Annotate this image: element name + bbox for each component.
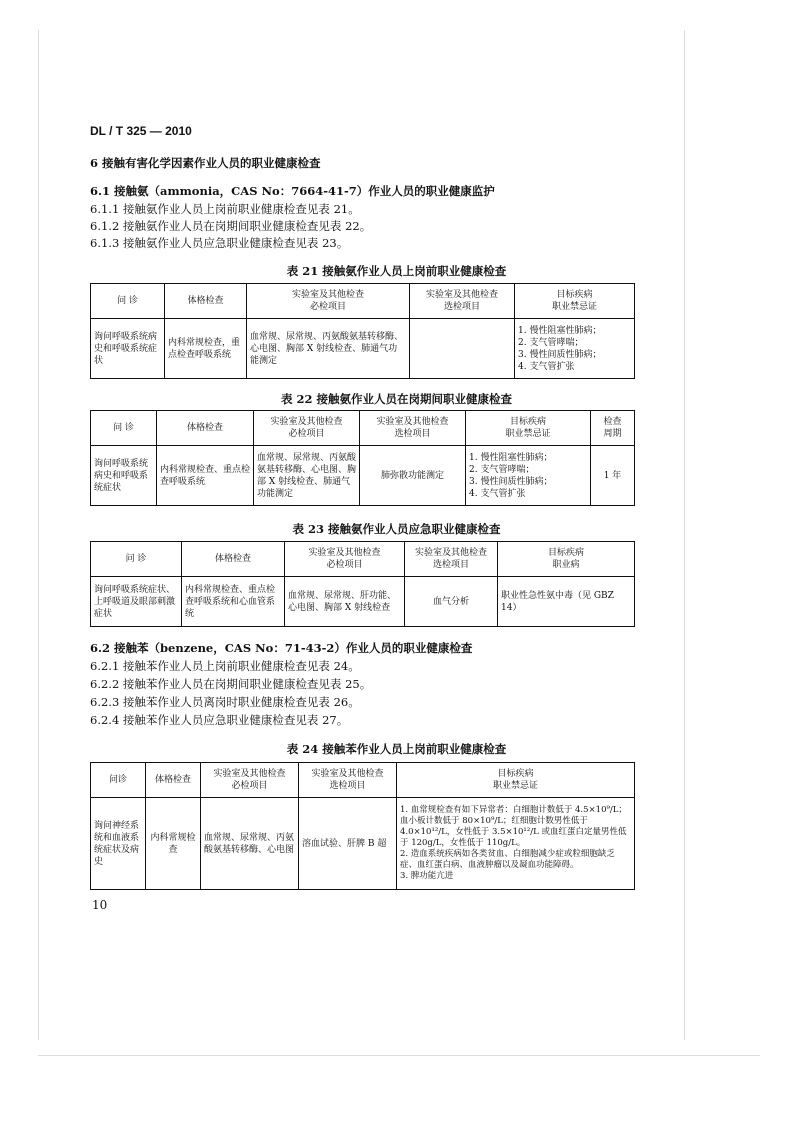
table-cell: 询问呼吸系统病史和呼吸系统症状 (91, 446, 157, 506)
table-cell: 肺弥散功能测定 (360, 446, 466, 506)
table-24 (90, 762, 635, 890)
table-row (91, 798, 635, 890)
section-6-1-1: 6.1.1 接触氨作业人员上岗前职业健康检查见表 21。 (90, 202, 360, 216)
header-cell: 体格检查 (157, 411, 254, 446)
header-cell: 目标疾病 职业禁忌证 (397, 763, 635, 798)
table-header-row (91, 284, 635, 319)
table-cell: 血常规、尿常规、丙氨酸氨基转移酶、心电图、胸部 X 射线检查、肺通气功能测定 (247, 319, 410, 379)
table-cell: 职业性急性氨中毒（见 GBZ 14） (498, 577, 635, 627)
section-6-1-3: 6.1.3 接触氨作业人员应急职业健康检查见表 23。 (90, 236, 349, 250)
table-21 (90, 283, 635, 379)
header-cell: 实验室及其他检查 必检项目 (201, 763, 299, 798)
header-cell: 问 诊 (91, 542, 182, 577)
table-cell: 1. 慢性阻塞性肺病； 2. 支气管哮喘； 3. 慢性间质性肺病； 4. 支气管扩张 (515, 319, 635, 379)
table-22-caption: 表 22 接触氨作业人员在岗期间职业健康检查 (280, 392, 512, 406)
table-24-caption: 表 24 接触苯作业人员上岗前职业健康检查 (286, 742, 507, 756)
section-6-2-3: 6.2.3 接触苯作业人员离岗时职业健康检查见表 26。 (90, 695, 360, 709)
table-cell: 血常规、尿常规、丙氨酸氨基转移酶、心电图、胸部 X 射线检查、肺通气功能测定 (254, 446, 360, 506)
table-cell: 血气分析 (405, 577, 498, 627)
header-cell: 实验室及其他检查 选检项目 (299, 763, 397, 798)
table-cell: 询问呼吸系统症状、上呼吸道及眼部刺激症状 (91, 577, 182, 627)
header-cell: 目标疾病 职业禁忌证 (515, 284, 635, 319)
section-6-2-4: 6.2.4 接触苯作业人员应急职业健康检查见表 27。 (90, 713, 349, 727)
header-cell: 实验室及其他检查 必检项目 (254, 411, 360, 446)
header-cell: 问诊 (91, 763, 146, 798)
table-row (91, 577, 635, 627)
section-6-1-2: 6.1.2 接触氨作业人员在岗期间职业健康检查见表 22。 (90, 219, 372, 233)
header-cell: 实验室及其他检查 选检项目 (360, 411, 466, 446)
table-cell: 溶血试验、肝脾 B 超 (299, 798, 397, 890)
section-6-2-heading: 6.2 接触苯（benzene，CAS No：71-43-2）作业人员的职业健康检查 (90, 641, 473, 655)
table-23 (90, 541, 635, 627)
section-6-1-heading: 6.1 接触氨（ammonia，CAS No：7664-41-7）作业人员的职业健康监护 (90, 184, 495, 198)
header-cell: 问 诊 (91, 411, 157, 446)
page-number: 10 (92, 898, 108, 912)
table-cell: 询问神经系统和血液系统症状及病史 (91, 798, 146, 890)
page-edge-bottom (38, 1055, 760, 1056)
table-cell: 血常规、尿常规、肝功能、心电图、胸部 X 射线检查 (285, 577, 405, 627)
table-cell: 询问呼吸系统病史和呼吸系统症状 (91, 319, 165, 379)
table-cell: 血常规、尿常规、丙氨酸氨基转移酶、心电图 (201, 798, 299, 890)
table-23-caption: 表 23 接触氨作业人员应急职业健康检查 (292, 522, 501, 536)
table-header-row (91, 542, 635, 577)
table-row (91, 319, 635, 379)
table-cell: 1 年 (591, 446, 635, 506)
header-cell: 目标疾病 职业禁忌证 (466, 411, 591, 446)
table-header-row (91, 411, 635, 446)
document-code: DL / T 325 — 2010 (90, 124, 192, 138)
section-6-2-2: 6.2.2 接触苯作业人员在岗期间职业健康检查见表 25。 (90, 677, 372, 691)
table-cell: 1. 慢性阻塞性肺病； 2. 支气管哮喘； 3. 慢性间质性肺病； 4. 支气管扩张 (466, 446, 591, 506)
header-cell: 体格检查 (182, 542, 285, 577)
header-cell: 实验室及其他检查 选检项目 (410, 284, 515, 319)
section-6-2-1: 6.2.1 接触苯作业人员上岗前职业健康检查见表 24。 (90, 659, 360, 673)
table-cell (410, 319, 515, 379)
table-22 (90, 410, 635, 506)
table-21-caption: 表 21 接触氨作业人员上岗前职业健康检查 (286, 264, 507, 278)
header-cell: 检查 周期 (591, 411, 635, 446)
table-cell: 内科常规检查 (146, 798, 201, 890)
header-cell: 目标疾病 职业病 (498, 542, 635, 577)
header-cell: 实验室及其他检查 选检项目 (405, 542, 498, 577)
table-cell: 内科常规检查、重点检查呼吸系统和心血管系统 (182, 577, 285, 627)
table-cell: 内科常规检查、重点检查呼吸系统 (157, 446, 254, 506)
section-6-heading: 6 接触有害化学因素作业人员的职业健康检查 (90, 156, 321, 170)
header-cell: 实验室及其他检查 必检项目 (285, 542, 405, 577)
header-cell: 问 诊 (91, 284, 165, 319)
table-cell: 内科常规检查，重点检查呼吸系统 (165, 319, 247, 379)
table-header-row (91, 763, 635, 798)
table-row (91, 446, 635, 506)
header-cell: 体格检查 (146, 763, 201, 798)
header-cell: 实验室及其他检查 必检项目 (247, 284, 410, 319)
table-cell: 1. 血常规检查有如下异常者：白细胞计数低于 4.5×10⁹/L；血小板计数低于 80×10⁹/L；红细胞计数男性低于 4.0×10¹²/L，女性低于 3.5×10¹²/L 或血红蛋白定量男性低于 120g/L，女性低于 110g/L。 2. 造血系统疾病如各类贫血、白细胞减少症或粒细胞缺乏症、血红蛋白病、血液肿瘤以及凝血功能障碍。 3. 脾功能亢进 (397, 798, 635, 890)
header-cell: 体格检查 (165, 284, 247, 319)
